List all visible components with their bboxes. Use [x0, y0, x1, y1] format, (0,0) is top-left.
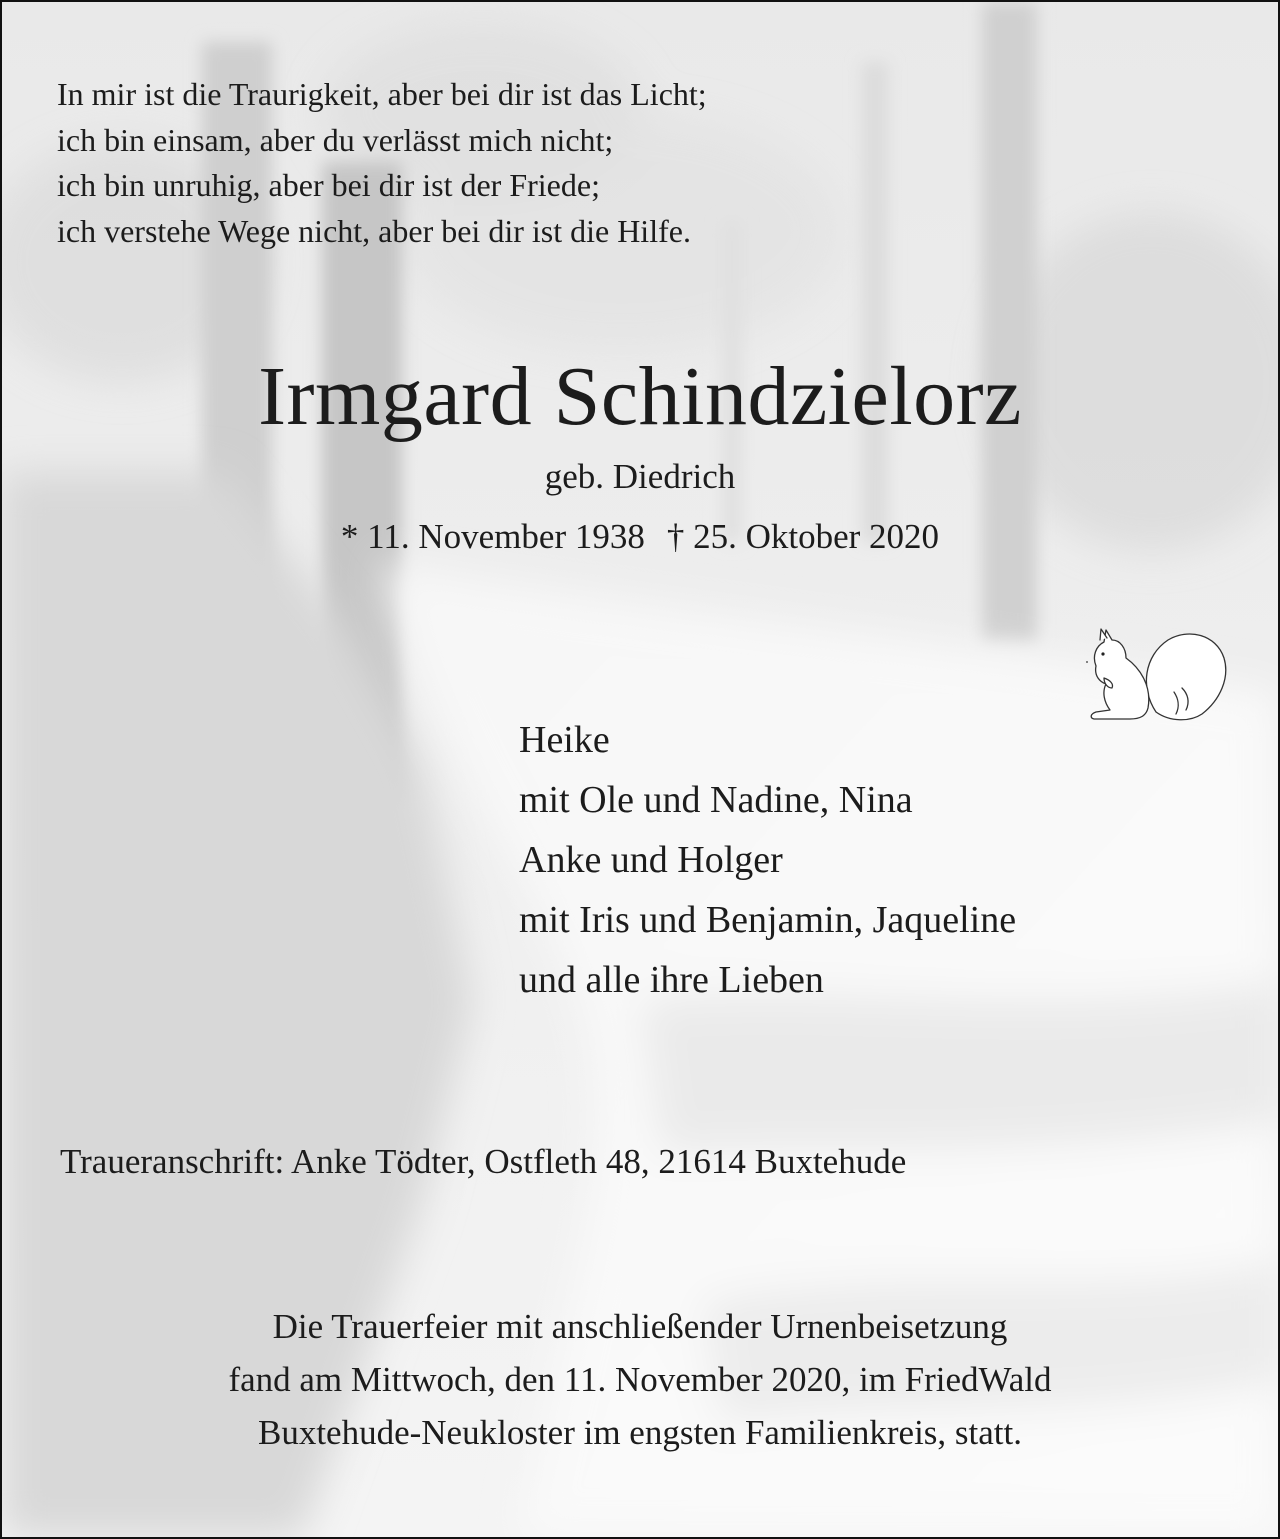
deceased-name: Irmgard Schindzielorz [258, 350, 1022, 443]
life-dates [2, 514, 1278, 560]
poem-line: ich bin unruhig, aber bei dir ist der Friede; [57, 167, 600, 203]
ceremony-line: fand am Mittwoch, den 11. November 2020, im FriedWald [228, 1360, 1052, 1399]
birth-name: geb. Diedrich [544, 457, 736, 496]
mourner-line: Anke und Holger [519, 839, 783, 881]
poem-line: In mir ist die Traurigkeit, aber bei dir ist das Licht; [57, 76, 707, 112]
poem-line: ich bin einsam, aber du verlässt mich nicht; [57, 121, 614, 158]
mourners-list [519, 710, 1016, 1010]
poem-line: ich verstehe Wege nicht, aber bei dir ist die Hilfe. [57, 212, 691, 249]
mourning-address: Traueranschrift: Anke Tödter, Ostfleth 48, 21614 Buxtehude [60, 1142, 907, 1181]
mourner-line: mit Iris und Benjamin, Jaqueline [519, 899, 1017, 941]
mourner-line: und alle ihre Lieben [519, 959, 824, 1001]
ceremony-line: Die Trauerfeier mit anschließender Urnenbeisetzung [272, 1307, 1008, 1346]
birth-date: * 11. November 1938 [340, 517, 645, 556]
ceremony-notice [2, 1300, 1278, 1459]
poem [57, 72, 707, 254]
death-date: † 25. Oktober 2020 [666, 517, 940, 556]
ceremony-line: Buxtehude-Neukloster im engsten Familienkreis, statt. [257, 1413, 1023, 1452]
squirrel-icon [1070, 626, 1228, 724]
mourner-line: mit Ole und Nadine, Nina [519, 779, 913, 821]
mourner-line: Heike [519, 719, 610, 761]
